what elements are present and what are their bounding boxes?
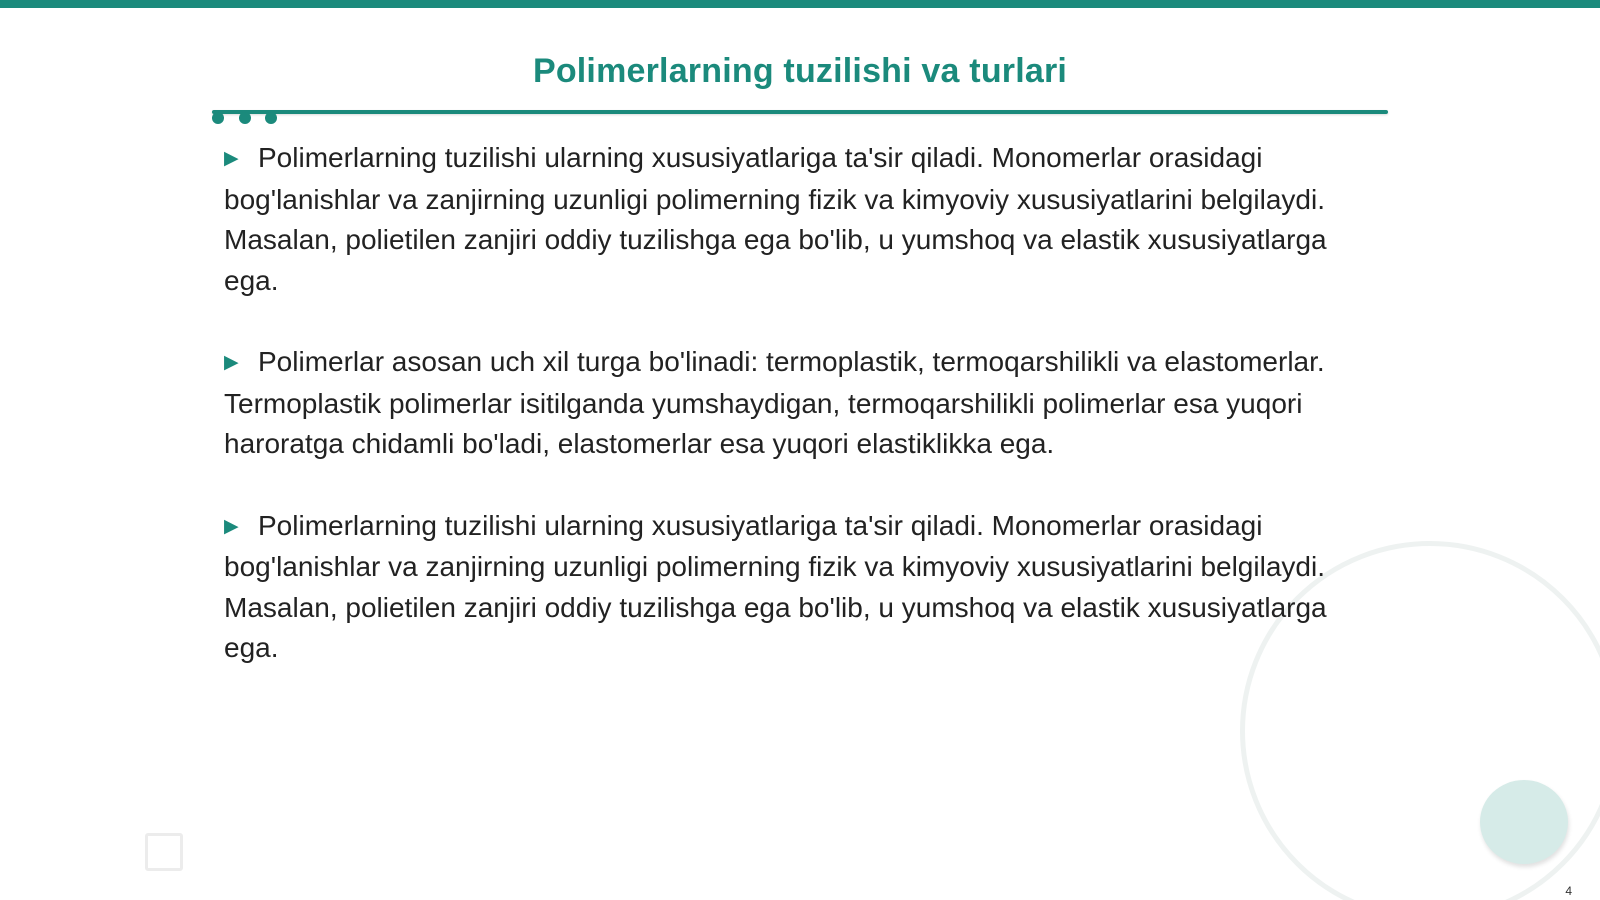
decorative-square	[145, 833, 183, 871]
triangle-right-icon: ▶	[224, 148, 239, 169]
top-accent-bar	[0, 0, 1600, 8]
bullet-item	[224, 138, 1384, 301]
triangle-right-icon: ▶	[224, 352, 239, 373]
page-number: 4	[1565, 884, 1572, 898]
decorative-circle	[1480, 780, 1568, 864]
triangle-right-icon: ▶	[224, 515, 239, 537]
decorative-dot	[239, 112, 251, 124]
bullet-item	[224, 342, 1384, 465]
title-underline	[212, 110, 1388, 114]
decorative-dot	[212, 112, 224, 124]
bullet-item	[224, 506, 1384, 669]
bullet-text: Polimerlar asosan uch xil turga bo'linadi: termoplastik, termoqarshilikli va elastomerlar. Termoplastik polimerlar isitilganda yumshaydigan, termoqarshilikli polimerlar esa yuqori haroratga chidamli bo'ladi, elastomerlar esa yuqori elastiklikka ega.	[224, 346, 1325, 459]
slide-title: Polimerlarning tuzilishi va turlari	[532, 52, 1068, 90]
bullet-text: Polimerlarning tuzilishi ularning xususiyatlariga ta'sir qiladi. Monomerlar orasidagi bog'lanishlar va zanjirning uzunligi polimerning fizik va kimyoviy xususiyatlarini belgilaydi. Masalan, polietilen zanjiri oddiy tuzilishga ega bo'lib, u yumshoq va elastik xususiyatlarga ega.	[224, 509, 1327, 663]
decorative-dot	[265, 112, 277, 124]
bullet-text: Polimerlarning tuzilishi ularning xususiyatlariga ta'sir qiladi. Monomerlar orasidagi bog'lanishlar va zanjirning uzunligi polimerning fizik va kimyoviy xususiyatlarini belgilaydi. Masalan, polietilen zanjiri oddiy tuzilishga ega bo'lib, u yumshoq va elastik xususiyatlarga ega.	[224, 142, 1327, 296]
bullet-list	[224, 138, 1384, 710]
